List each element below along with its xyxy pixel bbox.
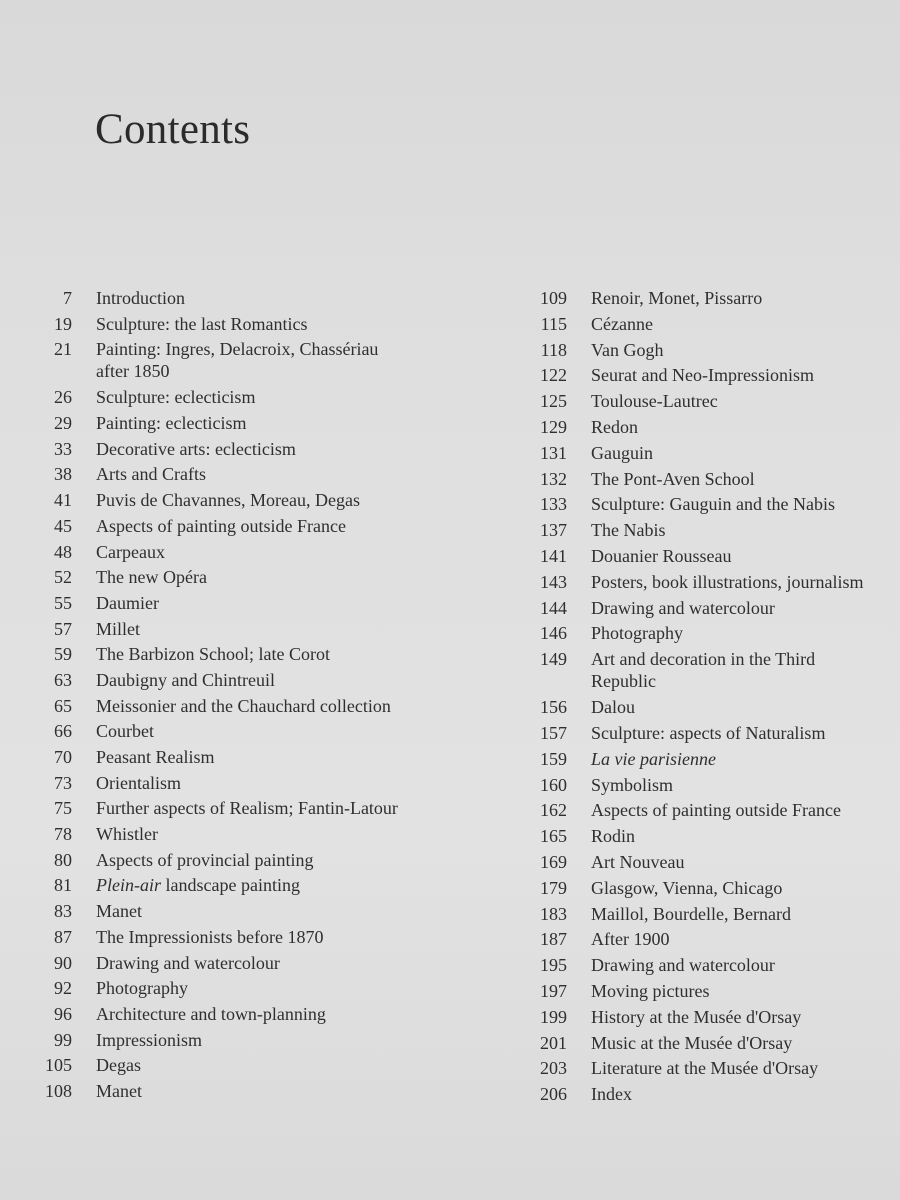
toc-page-number: 179 xyxy=(540,877,567,898)
toc-page-number: 78 xyxy=(54,824,72,845)
toc-entry-title: Art and decoration in the Third Republic xyxy=(591,649,816,692)
toc-entry xyxy=(30,338,510,386)
toc-entry xyxy=(515,1006,900,1032)
toc-entry xyxy=(30,592,510,618)
toc-entry-title: Daumier xyxy=(96,592,159,613)
toc-page-number: 131 xyxy=(540,442,567,463)
toc-page-number: 141 xyxy=(540,545,567,566)
toc-entry-title: Sculpture: Gauguin and the Nabis xyxy=(591,494,835,515)
toc-entry xyxy=(30,823,510,849)
toc-entry xyxy=(515,545,900,571)
toc-entry-title: Van Gogh xyxy=(591,339,664,360)
toc-entry-title: The Barbizon School; late Corot xyxy=(96,644,330,665)
toc-page-number: 59 xyxy=(54,644,72,665)
toc-entry xyxy=(515,877,900,903)
toc-entry xyxy=(515,648,900,696)
toc-entry-title: Art Nouveau xyxy=(591,851,685,872)
toc-page-number: 41 xyxy=(54,490,72,511)
toc-page-number: 65 xyxy=(54,695,72,716)
toc-entry xyxy=(515,748,900,774)
toc-page-number: 206 xyxy=(540,1084,567,1105)
toc-entry-title xyxy=(96,874,300,896)
toc-entry xyxy=(30,926,510,952)
toc-entry xyxy=(30,618,510,644)
toc-entry-title: Drawing and watercolour xyxy=(591,597,775,618)
toc-page-number: 160 xyxy=(540,774,567,795)
toc-entry-title: After 1900 xyxy=(591,929,670,950)
toc-entry-title-italic: Plein-air xyxy=(96,875,161,896)
toc-entry-title: Photography xyxy=(591,623,683,644)
toc-entry xyxy=(30,874,510,900)
toc-entry xyxy=(515,1032,900,1058)
toc-entry xyxy=(515,416,900,442)
toc-entry xyxy=(30,287,510,313)
toc-entry xyxy=(30,515,510,541)
toc-page-number: 159 xyxy=(540,748,567,769)
toc-entry xyxy=(30,772,510,798)
toc-entry-title: Aspects of provincial painting xyxy=(96,849,314,870)
toc-entry-title: Music at the Musée d'Orsay xyxy=(591,1032,793,1053)
toc-entry-title: Dalou xyxy=(591,697,635,718)
toc-entry xyxy=(30,541,510,567)
toc-entry-title: Decorative arts: eclecticism xyxy=(96,438,296,459)
toc-page-number: 187 xyxy=(540,929,567,950)
toc-entry-title: Arts and Crafts xyxy=(96,464,206,485)
toc-page-number: 183 xyxy=(540,903,567,924)
toc-entry-title: Introduction xyxy=(96,288,185,308)
toc-entry-title: Puvis de Chavannes, Moreau, Degas xyxy=(96,490,360,511)
toc-entry xyxy=(30,463,510,489)
toc-page-number: 105 xyxy=(45,1055,72,1076)
toc-page-number: 129 xyxy=(540,416,567,437)
toc-entry-title: Toulouse-Lautrec xyxy=(591,391,718,412)
toc-page-number: 21 xyxy=(54,339,72,360)
toc-entry-title-rest: landscape painting xyxy=(161,875,300,896)
toc-entry-title: Drawing and watercolour xyxy=(96,952,280,973)
toc-entry-title: Further aspects of Realism; Fantin-Latour xyxy=(96,798,398,819)
toc-entry xyxy=(30,746,510,772)
toc-entry-title: Douanier Rousseau xyxy=(591,545,732,566)
toc-entry xyxy=(515,519,900,545)
toc-entry-title: Redon xyxy=(591,416,638,437)
toc-entry xyxy=(30,313,510,339)
toc-entry xyxy=(30,695,510,721)
toc-entry xyxy=(30,566,510,592)
toc-entry xyxy=(515,774,900,800)
toc-page-number: 52 xyxy=(54,567,72,588)
toc-entry-title: Moving pictures xyxy=(591,980,710,1001)
toc-entry-title: Cézanne xyxy=(591,313,653,334)
toc-entry xyxy=(515,287,900,313)
toc-entry-title: Seurat and Neo-Impressionism xyxy=(591,365,814,386)
toc-entry xyxy=(515,597,900,623)
toc-entry-title: The new Opéra xyxy=(96,567,207,588)
toc-page-number: 99 xyxy=(54,1029,72,1050)
toc-entry-title: Courbet xyxy=(96,721,154,742)
toc-page-number: 80 xyxy=(54,849,72,870)
toc-entry xyxy=(515,980,900,1006)
toc-entry xyxy=(30,489,510,515)
toc-page-number: 81 xyxy=(54,875,72,896)
toc-right-column xyxy=(515,287,900,1109)
toc-page-number: 108 xyxy=(45,1080,72,1101)
toc-entry xyxy=(30,797,510,823)
toc-page-number: 90 xyxy=(54,952,72,973)
toc-page-number: 157 xyxy=(540,722,567,743)
toc-entry-title: The Impressionists before 1870 xyxy=(96,926,324,947)
toc-page-number: 122 xyxy=(540,365,567,386)
toc-entry xyxy=(30,849,510,875)
toc-page-number: 26 xyxy=(54,387,72,408)
toc-entry-title: Symbolism xyxy=(591,774,674,795)
toc-page-number: 115 xyxy=(540,313,567,334)
toc-page-number: 96 xyxy=(54,1003,72,1024)
toc-entry xyxy=(515,851,900,877)
toc-entry xyxy=(515,313,900,339)
toc-entry xyxy=(30,438,510,464)
toc-entry-title: Peasant Realism xyxy=(96,747,215,767)
toc-entry xyxy=(515,954,900,980)
page-title: Contents xyxy=(95,106,251,153)
toc-entry-title: Aspects of painting outside France xyxy=(96,515,346,536)
toc-entry xyxy=(30,1003,510,1029)
toc-page-number: 162 xyxy=(540,800,567,821)
toc-entry xyxy=(30,643,510,669)
toc-page-number: 144 xyxy=(540,597,567,618)
toc-left-column xyxy=(30,287,510,1106)
toc-entry xyxy=(30,952,510,978)
toc-entry-title: Meissonier and the Chauchard collection xyxy=(96,695,391,716)
toc-entry xyxy=(515,722,900,748)
toc-page-number: 45 xyxy=(54,515,72,536)
toc-entry xyxy=(515,696,900,722)
toc-page-number: 201 xyxy=(540,1032,567,1053)
toc-page-number: 109 xyxy=(540,288,567,308)
toc-entry-title: The Nabis xyxy=(591,520,666,541)
toc-page-number: 7 xyxy=(63,288,72,308)
toc-entry-title: Manet xyxy=(96,901,142,922)
toc-entry-title: Degas xyxy=(96,1055,141,1076)
toc-entry-title: Aspects of painting outside France xyxy=(591,800,841,821)
toc-entry xyxy=(30,1080,510,1106)
toc-page-number: 87 xyxy=(54,926,72,947)
toc-page-number: 38 xyxy=(54,464,72,485)
toc-entry-title: Architecture and town-planning xyxy=(96,1003,326,1024)
toc-entry xyxy=(515,493,900,519)
toc-entry xyxy=(515,1057,900,1083)
toc-entry xyxy=(515,622,900,648)
toc-page-number: 143 xyxy=(540,571,567,592)
toc-page-number: 33 xyxy=(54,438,72,459)
toc-entry-title: Index xyxy=(591,1084,632,1105)
toc-page-number: 169 xyxy=(540,851,567,872)
toc-entry-title: Manet xyxy=(96,1080,142,1101)
toc-page-number: 57 xyxy=(54,618,72,639)
toc-entry-title: The Pont-Aven School xyxy=(591,468,755,489)
toc-page-number: 197 xyxy=(540,980,567,1001)
toc-entry-title-italic: La vie parisienne xyxy=(591,748,716,769)
toc-entry-title: Rodin xyxy=(591,826,636,847)
toc-entry-title: Sculpture: the last Romantics xyxy=(96,313,308,334)
toc-page-number: 149 xyxy=(540,649,567,670)
toc-entry-title: Posters, book illustrations, journalism xyxy=(591,571,864,592)
toc-entry xyxy=(515,339,900,365)
toc-entry xyxy=(515,825,900,851)
toc-entry xyxy=(30,1054,510,1080)
toc-entry-title: Gauguin xyxy=(591,442,653,463)
toc-entry xyxy=(30,900,510,926)
toc-page-number: 165 xyxy=(540,826,567,847)
toc-entry-title: Glasgow, Vienna, Chicago xyxy=(591,877,783,898)
toc-entry-title: Sculpture: eclecticism xyxy=(96,387,256,408)
toc-entry-title: Renoir, Monet, Pissarro xyxy=(591,288,763,308)
toc-entry-title: Orientalism xyxy=(96,772,181,793)
toc-entry xyxy=(515,364,900,390)
toc-page-number: 75 xyxy=(54,798,72,819)
toc-page-number: 132 xyxy=(540,468,567,489)
toc-page-number: 146 xyxy=(540,623,567,644)
toc-page-number: 125 xyxy=(540,391,567,412)
toc-page-number: 137 xyxy=(540,520,567,541)
toc-entry-title: History at the Musée d'Orsay xyxy=(591,1006,802,1027)
toc-entry xyxy=(30,412,510,438)
toc-entry-title: Painting: eclecticism xyxy=(96,413,247,434)
toc-entry-title: Sculpture: aspects of Naturalism xyxy=(591,722,826,743)
toc-page-number: 133 xyxy=(540,494,567,515)
toc-entry-title: Whistler xyxy=(96,824,158,845)
toc-entry xyxy=(515,468,900,494)
toc-entry-title: Photography xyxy=(96,978,188,999)
toc-page-number: 118 xyxy=(540,339,567,360)
toc-entry xyxy=(515,799,900,825)
toc-page-number: 29 xyxy=(54,413,72,434)
toc-page-number: 70 xyxy=(54,747,72,767)
toc-page-number: 19 xyxy=(54,313,72,334)
toc-entry xyxy=(515,390,900,416)
toc-entry xyxy=(515,571,900,597)
toc-entry-title: Drawing and watercolour xyxy=(591,955,775,976)
toc-entry xyxy=(30,386,510,412)
toc-page-number: 73 xyxy=(54,772,72,793)
toc-entry xyxy=(515,903,900,929)
toc-page-number: 203 xyxy=(540,1058,567,1079)
toc-page-number: 92 xyxy=(54,978,72,999)
toc-page-number: 55 xyxy=(54,592,72,613)
toc-entry-title: Literature at the Musée d'Orsay xyxy=(591,1058,819,1079)
toc-entry xyxy=(30,977,510,1003)
toc-page-number: 48 xyxy=(54,541,72,562)
toc-page-number: 83 xyxy=(54,901,72,922)
toc-entry-title: Daubigny and Chintreuil xyxy=(96,669,275,690)
toc-entry xyxy=(30,720,510,746)
toc-entry-title: Millet xyxy=(96,618,140,639)
toc-page-number: 195 xyxy=(540,955,567,976)
toc-page-number: 156 xyxy=(540,697,567,718)
toc-entry xyxy=(515,1083,900,1109)
toc-entry xyxy=(515,928,900,954)
toc-entry-title: Carpeaux xyxy=(96,541,165,562)
toc-page-number: 199 xyxy=(540,1006,567,1027)
toc-page-number: 63 xyxy=(54,669,72,690)
toc-entry-title: Maillol, Bourdelle, Bernard xyxy=(591,903,791,924)
toc-page-number: 66 xyxy=(54,721,72,742)
toc-entry xyxy=(30,1029,510,1055)
toc-entry xyxy=(515,442,900,468)
toc-entry xyxy=(30,669,510,695)
toc-entry-title xyxy=(591,748,716,770)
toc-entry-title: Impressionism xyxy=(96,1029,202,1050)
toc-entry-title: Painting: Ingres, Delacroix, Chassériau after 1850 xyxy=(96,339,379,382)
